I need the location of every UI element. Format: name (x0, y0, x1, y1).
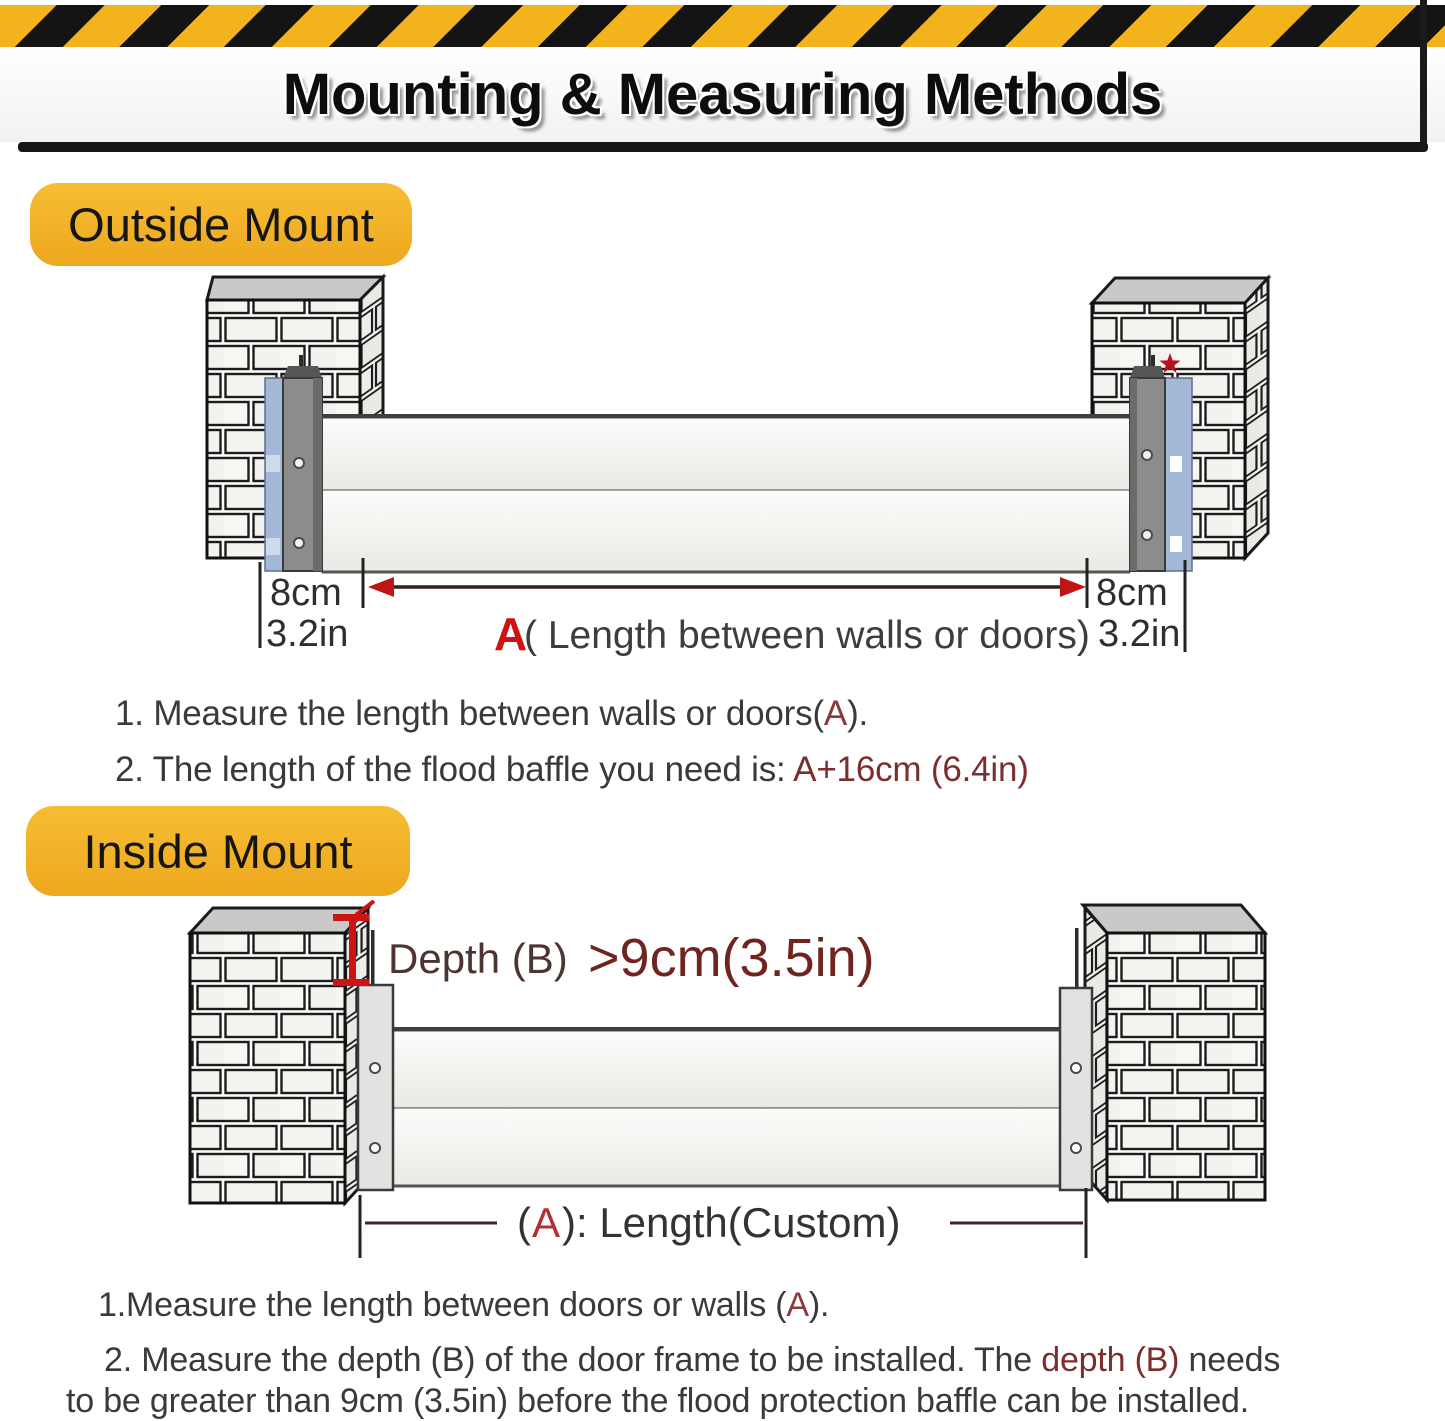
length-open-paren: ( (517, 1199, 531, 1246)
screw-hole-icon (1071, 1143, 1081, 1153)
depth-label: Depth (B) (388, 935, 568, 982)
banner-right-edge (1420, 0, 1427, 150)
right-offset-cm: 8cm (1096, 572, 1168, 614)
outside-step-1: 1. Measure the length between walls or doors(A). (115, 694, 869, 733)
inside-mount-label: Inside Mount (26, 806, 410, 896)
banner-bottom-bar (18, 142, 1428, 152)
length-label: ): Length(Custom) (562, 1199, 901, 1246)
screw-hole-icon (370, 1063, 380, 1073)
inside-dimension (360, 1188, 1086, 1258)
left-offset-cm: 8cm (270, 572, 342, 614)
title-band (0, 47, 1445, 142)
anchor-bolt-line (1075, 928, 1079, 988)
anchor-bolt-line (371, 930, 375, 985)
screw-hole-icon (1071, 1063, 1081, 1073)
screw-hole-icon (294, 538, 304, 548)
screw-hole-icon (1142, 530, 1152, 540)
inside-left-pillar (190, 908, 368, 1203)
inside-mount-diagram (0, 900, 1445, 1300)
outside-mount-label: Outside Mount (30, 183, 412, 266)
outside-mount-diagram (0, 260, 1445, 660)
right-offset-in: 3.2in (1098, 613, 1181, 655)
length-a-letter: A (494, 608, 528, 660)
length-a-letter: A (532, 1199, 561, 1246)
screw-hole-icon (294, 458, 304, 468)
flood-barrier-outside (322, 416, 1130, 572)
inside-step-2: 2. Measure the depth (B) of the door frame to be installed. The depth (B) needs (104, 1341, 1281, 1379)
length-a-desc: ( Length between walls or doors) (524, 614, 1090, 657)
page-title: Mounting & Measuring Methods (282, 62, 1163, 127)
hazard-stripes (0, 5, 1445, 47)
outside-step-2: 2. The length of the flood baffle you need is: A+16cm (6.4in) (115, 750, 1029, 789)
flood-barrier-inside (393, 1029, 1060, 1186)
left-offset-in: 3.2in (266, 613, 349, 655)
screw-hole-icon (1142, 450, 1152, 460)
arrowhead-right-icon (1060, 577, 1086, 597)
inside-step-1: 1.Measure the length between doors or walls (A). (98, 1286, 830, 1324)
outside-right-bracket (1130, 353, 1192, 571)
depth-value: >9cm(3.5in) (588, 928, 875, 988)
inside-step-3: to be greater than 9cm (3.5in) before the flood protection baffle can be installed. (66, 1382, 1249, 1420)
arrowhead-left-icon (368, 577, 394, 597)
inside-right-pillar (1083, 905, 1265, 1200)
screw-hole-icon (370, 1143, 380, 1153)
outside-left-bracket (265, 355, 322, 571)
